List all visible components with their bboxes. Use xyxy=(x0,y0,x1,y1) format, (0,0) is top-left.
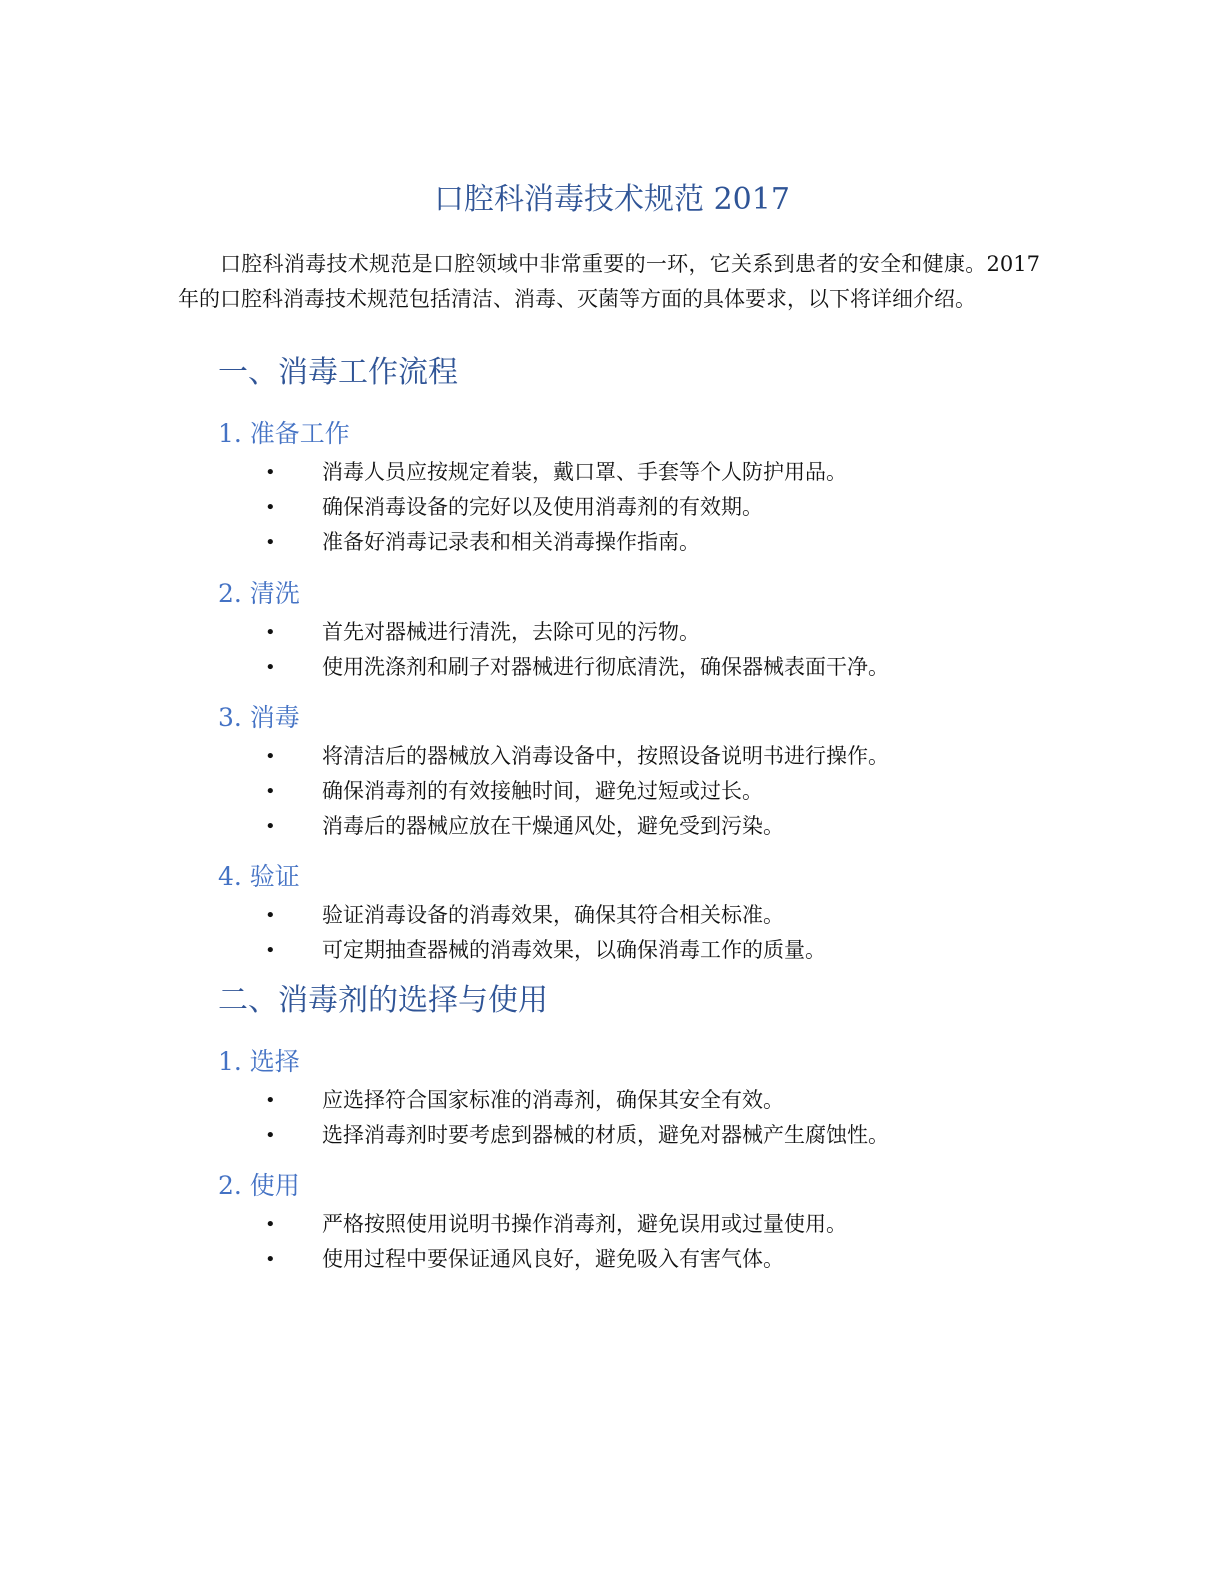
subsection-heading-selection: 1. 选择 xyxy=(218,1047,300,1076)
list-item xyxy=(0,809,1224,844)
list-item xyxy=(0,1207,1224,1242)
list-item xyxy=(0,1242,1224,1277)
list-item-text: 将清洁后的器械放入消毒设备中，按照设备说明书进行操作。 xyxy=(322,744,889,768)
list-item xyxy=(0,933,1224,968)
list-item xyxy=(0,1118,1224,1153)
bullet-marker: • xyxy=(265,1125,276,1146)
list-item-text: 应选择符合国家标准的消毒剂，确保其安全有效。 xyxy=(322,1088,784,1112)
list-item xyxy=(0,525,1224,560)
list-item xyxy=(0,774,1224,809)
subsection-heading-preparation: 1. 准备工作 xyxy=(218,419,350,448)
bullet-marker: • xyxy=(265,746,276,767)
list-item-text: 严格按照使用说明书操作消毒剂，避免误用或过量使用。 xyxy=(322,1212,847,1236)
bullet-marker: • xyxy=(265,781,276,802)
section-heading-disinfectant: 二、消毒剂的选择与使用 xyxy=(218,983,548,1018)
list-item-text: 选择消毒剂时要考虑到器械的材质，避免对器械产生腐蚀性。 xyxy=(322,1123,889,1147)
list-item xyxy=(0,898,1224,933)
subsection-heading-cleaning: 2. 清洗 xyxy=(218,579,300,608)
bullet-list-preparation xyxy=(0,455,1224,560)
bullet-marker: • xyxy=(265,497,276,518)
bullet-list-cleaning xyxy=(0,615,1224,685)
bullet-list-disinfection xyxy=(0,739,1224,844)
list-item-text: 准备好消毒记录表和相关消毒操作指南。 xyxy=(322,530,700,554)
list-item-text: 使用洗涤剂和刷子对器械进行彻底清洗，确保器械表面干净。 xyxy=(322,655,889,679)
bullet-marker: • xyxy=(265,657,276,678)
list-item-text: 使用过程中要保证通风良好，避免吸入有害气体。 xyxy=(322,1247,784,1271)
bullet-marker: • xyxy=(265,622,276,643)
bullet-marker: • xyxy=(265,940,276,961)
list-item-text: 消毒后的器械应放在干燥通风处，避免受到污染。 xyxy=(322,814,784,838)
list-item xyxy=(0,1083,1224,1118)
bullet-list-selection xyxy=(0,1083,1224,1153)
bullet-marker: • xyxy=(265,462,276,483)
list-item-text: 确保消毒设备的完好以及使用消毒剂的有效期。 xyxy=(322,495,763,519)
bullet-list-usage xyxy=(0,1207,1224,1277)
bullet-marker: • xyxy=(265,1249,276,1270)
bullet-list-verification xyxy=(0,898,1224,968)
document-title: 口腔科消毒技术规范 2017 xyxy=(434,182,790,217)
bullet-marker: • xyxy=(265,905,276,926)
list-item xyxy=(0,455,1224,490)
subsection-heading-verification: 4. 验证 xyxy=(218,862,300,891)
list-item-text: 验证消毒设备的消毒效果，确保其符合相关标准。 xyxy=(322,903,784,927)
list-item-text: 消毒人员应按规定着装，戴口罩、手套等个人防护用品。 xyxy=(322,460,847,484)
subsection-heading-disinfection: 3. 消毒 xyxy=(218,703,300,732)
bullet-marker: • xyxy=(265,1090,276,1111)
bullet-marker: • xyxy=(265,1214,276,1235)
list-item xyxy=(0,739,1224,774)
list-item xyxy=(0,615,1224,650)
section-heading-workflow: 一、消毒工作流程 xyxy=(218,355,458,390)
list-item xyxy=(0,490,1224,525)
list-item xyxy=(0,650,1224,685)
list-item-text: 首先对器械进行清洗，去除可见的污物。 xyxy=(322,620,700,644)
subsection-heading-usage: 2. 使用 xyxy=(218,1171,300,1200)
bullet-marker: • xyxy=(265,816,276,837)
list-item-text: 可定期抽查器械的消毒效果，以确保消毒工作的质量。 xyxy=(322,938,826,962)
list-item-text: 确保消毒剂的有效接触时间，避免过短或过长。 xyxy=(322,779,763,803)
bullet-marker: • xyxy=(265,532,276,553)
intro-paragraph: 口腔科消毒技术规范是口腔领域中非常重要的一环，它关系到患者的安全和健康。2017 年的口腔科消毒技术规范包括清洁、消毒、灭菌等方面的具体要求，以下将详细介绍。 xyxy=(178,252,1040,311)
